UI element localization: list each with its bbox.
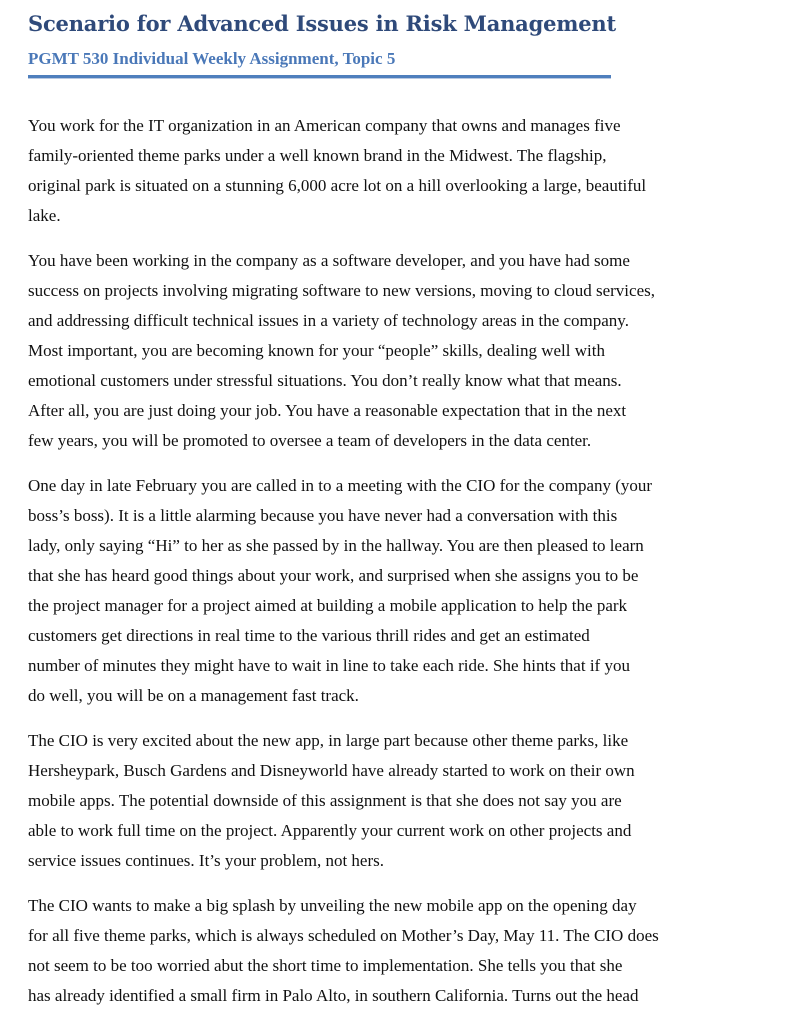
paragraph-background (28, 246, 748, 456)
text-line: not seem to be too worried abut the short time to implementation. She tells you that she (28, 956, 623, 975)
text-line: boss’s boss). It is a little alarming because you have never had a conversation with this (28, 506, 618, 525)
text-line: You work for the IT organization in an American company that owns and manages five (28, 116, 621, 135)
text-line: original park is situated on a stunning 6,000 acre lot on a hill overlooking a large, beautiful (28, 176, 647, 195)
text-line: customers get directions in real time to the various thrill rides and get an estimated (28, 626, 590, 645)
text-line: After all, you are just doing your job. You have a reasonable expectation that in the next (28, 401, 627, 420)
text-line: mobile apps. The potential downside of this assignment is that she does not say you are (28, 791, 622, 810)
text-line: The CIO wants to make a big splash by unveiling the new mobile app on the opening day (28, 896, 637, 915)
title-divider (28, 75, 611, 79)
text-line: success on projects involving migrating software to new versions, moving to cloud services, (28, 281, 655, 300)
text-line: lake. (28, 206, 61, 225)
text-line: few years, you will be promoted to oversee a team of developers in the data center. (28, 431, 592, 450)
document-subtitle: PGMT 530 Individual Weekly Assignment, Topic 5 (28, 49, 396, 68)
paragraph-cio-meeting (28, 471, 748, 711)
text-line: service issues continues. It’s your problem, not hers. (28, 851, 384, 870)
text-line: The CIO is very excited about the new app, in large part because other theme parks, like (28, 731, 629, 750)
text-line: do well, you will be on a management fast track. (28, 686, 359, 705)
paragraph-intro (28, 111, 748, 231)
text-line: family-oriented theme parks under a well known brand in the Midwest. The flagship, (28, 146, 607, 165)
text-line: able to work full time on the project. Apparently your current work on other projects and (28, 821, 632, 840)
text-line: the project manager for a project aimed at building a mobile application to help the park (28, 596, 628, 615)
text-line: lady, only saying “Hi” to her as she passed by in the hallway. You are then pleased to learn (28, 536, 644, 555)
document-title: Scenario for Advanced Issues in Risk Management (28, 11, 616, 36)
text-line: that she has heard good things about your work, and surprised when she assigns you to be (28, 566, 639, 585)
text-line: and addressing difficult technical issues in a variety of technology areas in the company. (28, 311, 629, 330)
text-line: has already identified a small firm in Palo Alto, in southern California. Turns out the head (28, 986, 639, 1005)
text-line: Most important, you are becoming known for your “people” skills, dealing well with (28, 341, 605, 360)
text-line: Hersheypark, Busch Gardens and Disneyworld have already started to work on their own (28, 761, 635, 780)
paragraph-launch-date (28, 891, 748, 1011)
paragraph-new-app (28, 726, 748, 876)
text-line: number of minutes they might have to wait in line to take each ride. She hints that if you (28, 656, 630, 675)
text-line: emotional customers under stressful situations. You don’t really know what that means. (28, 371, 622, 390)
text-line: One day in late February you are called in to a meeting with the CIO for the company (your (28, 476, 653, 495)
text-line: You have been working in the company as a software developer, and you have had some (28, 251, 630, 270)
document-body (28, 111, 748, 1026)
text-line: for all five theme parks, which is always scheduled on Mother’s Day, May 11. The CIO does (28, 926, 659, 945)
